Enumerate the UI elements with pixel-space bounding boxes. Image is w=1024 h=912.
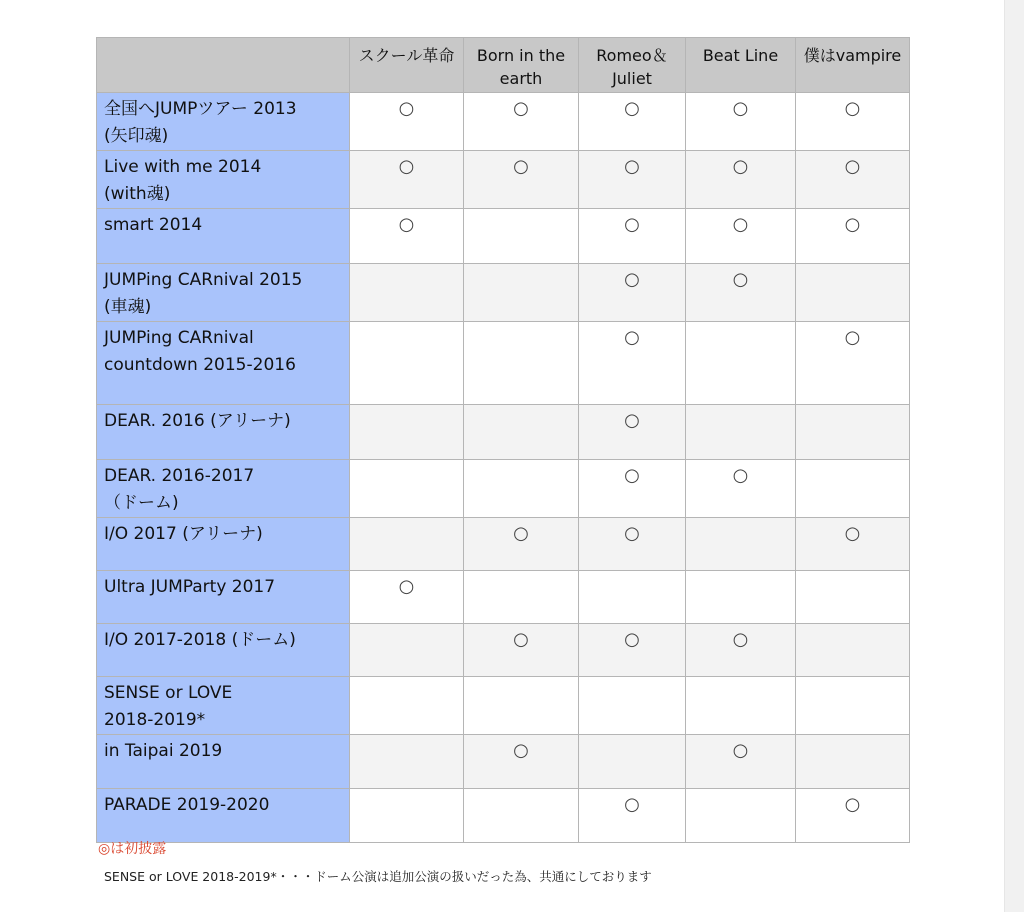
mark-cell (796, 571, 910, 624)
tour-name-cell (97, 624, 350, 677)
mark-cell (579, 735, 686, 789)
circle-mark-icon: ○ (844, 98, 861, 119)
footnote: SENSE or LOVE 2018-2019*・・・ドーム公演は追加公演の扱いだった為、共通にしております (104, 869, 652, 884)
circle-mark-icon: ○ (624, 156, 640, 177)
mark-cell (350, 151, 464, 209)
mark-cell (350, 405, 464, 460)
mark-cell (796, 209, 910, 264)
mark-cell (796, 322, 910, 405)
mark-cell (686, 93, 796, 151)
mark-cell (686, 518, 796, 571)
circle-mark-icon: ○ (844, 523, 861, 544)
circle-mark-icon: ○ (732, 156, 749, 177)
mark-cell (579, 93, 686, 151)
mark-cell (464, 151, 579, 209)
circle-mark-icon: ○ (624, 629, 640, 650)
table-row (97, 93, 910, 151)
mark-cell (796, 789, 910, 843)
mark-cell (464, 735, 579, 789)
table-body (97, 93, 910, 843)
mark-cell (579, 624, 686, 677)
mark-cell (686, 209, 796, 264)
column-header-text: earth (499, 69, 543, 88)
circle-mark-icon: ○ (513, 156, 529, 177)
table-row (97, 571, 910, 624)
mark-cell (579, 322, 686, 405)
mark-cell (796, 460, 910, 518)
tour-name-cell (97, 460, 350, 518)
mark-cell (796, 93, 910, 151)
mark-cell (686, 264, 796, 322)
circle-mark-icon: ○ (398, 156, 415, 177)
mark-cell (579, 151, 686, 209)
mark-cell (686, 322, 796, 405)
tour-name-cell (97, 405, 350, 460)
tour-name-text: smart 2014 (104, 215, 203, 235)
circle-mark-icon: ○ (398, 214, 415, 235)
tour-name-text: (矢印魂) (104, 126, 169, 146)
circle-mark-icon: ○ (732, 98, 749, 119)
mark-cell (579, 264, 686, 322)
mark-cell (579, 677, 686, 735)
mark-cell (686, 151, 796, 209)
mark-cell (579, 405, 686, 460)
circle-mark-icon: ○ (732, 465, 749, 486)
tour-name-text: in Taipai 2019 (104, 741, 223, 761)
circle-mark-icon: ○ (398, 576, 415, 597)
circle-mark-icon: ○ (844, 327, 861, 348)
tour-name-text: DEAR. 2016-2017 (104, 466, 255, 486)
mark-cell (796, 405, 910, 460)
tour-name-text: (with魂) (104, 184, 171, 204)
tour-name-cell (97, 209, 350, 264)
mark-cell (464, 518, 579, 571)
mark-cell (796, 677, 910, 735)
mark-cell (350, 518, 464, 571)
table-row (97, 677, 910, 735)
mark-cell (579, 209, 686, 264)
mark-cell (796, 624, 910, 677)
tour-name-text: （ドーム) (104, 493, 179, 513)
mark-cell (350, 677, 464, 735)
tour-name-cell (97, 571, 350, 624)
mark-cell (350, 571, 464, 624)
tour-name-text: SENSE or LOVE (104, 683, 233, 703)
tour-name-text: I/O 2017 (アリーナ) (104, 524, 263, 544)
mark-cell (464, 677, 579, 735)
circle-mark-icon: ○ (513, 629, 529, 650)
column-header-text: Juliet (612, 69, 652, 88)
mark-cell (686, 571, 796, 624)
tour-name-text: JUMPing CARnival (104, 328, 254, 348)
tour-name-cell (97, 677, 350, 735)
circle-mark-icon: ○ (513, 740, 529, 761)
table-row (97, 405, 910, 460)
tour-name-cell (97, 735, 350, 789)
tour-name-text: Ultra JUMParty 2017 (104, 577, 276, 597)
mark-cell (464, 571, 579, 624)
table-row (97, 322, 910, 405)
circle-mark-icon: ○ (844, 794, 861, 815)
column-header-text: 僕はvampire (803, 46, 902, 65)
mark-cell (350, 322, 464, 405)
circle-mark-icon: ○ (624, 327, 640, 348)
tour-name-text: Live with me 2014 (104, 157, 262, 177)
mark-cell (796, 151, 910, 209)
circle-mark-icon: ○ (732, 214, 749, 235)
column-header-4 (686, 38, 796, 93)
circle-mark-icon: ○ (624, 98, 640, 119)
circle-mark-icon: ○ (624, 465, 640, 486)
circle-mark-icon: ○ (624, 410, 640, 431)
circle-mark-icon: ○ (624, 523, 640, 544)
column-header-1 (350, 38, 464, 93)
setlist-table (96, 37, 910, 843)
mark-cell (686, 405, 796, 460)
tour-name-text: DEAR. 2016 (アリーナ) (104, 411, 291, 431)
tour-name-text: (車魂) (104, 297, 152, 317)
legend-note: ◎は初披露 (98, 841, 167, 857)
table-row (97, 518, 910, 571)
mark-cell (686, 789, 796, 843)
table-row (97, 789, 910, 843)
tour-name-text: 全国へJUMPツアー 2013 (104, 99, 297, 119)
mark-cell (350, 624, 464, 677)
mark-cell (579, 460, 686, 518)
column-header-2 (464, 38, 579, 93)
header-row (97, 38, 910, 93)
mark-cell (686, 677, 796, 735)
page-side-bar (1004, 0, 1024, 912)
mark-cell (579, 789, 686, 843)
mark-cell (579, 518, 686, 571)
tour-name-text: JUMPing CARnival 2015 (104, 270, 303, 290)
column-header-5 (796, 38, 910, 93)
tour-name-text: 2018-2019* (104, 710, 206, 730)
mark-cell (350, 460, 464, 518)
tour-name-cell (97, 264, 350, 322)
circle-mark-icon: ○ (513, 98, 529, 119)
circle-mark-icon: ○ (732, 269, 749, 290)
table-row (97, 264, 910, 322)
table-row (97, 624, 910, 677)
tour-name-cell (97, 151, 350, 209)
mark-cell (464, 93, 579, 151)
tour-name-text: PARADE 2019-2020 (104, 795, 270, 815)
column-header-text: スクール革命 (358, 46, 455, 65)
mark-cell (796, 735, 910, 789)
mark-cell (464, 405, 579, 460)
tour-name-cell (97, 93, 350, 151)
tour-name-cell (97, 322, 350, 405)
mark-cell (350, 93, 464, 151)
mark-cell (464, 264, 579, 322)
circle-mark-icon: ○ (844, 214, 861, 235)
mark-cell (464, 322, 579, 405)
mark-cell (350, 789, 464, 843)
circle-mark-icon: ○ (844, 156, 861, 177)
tour-name-cell (97, 518, 350, 571)
mark-cell (686, 624, 796, 677)
tour-name-text: countdown 2015-2016 (104, 355, 296, 375)
mark-cell (579, 571, 686, 624)
circle-mark-icon: ○ (513, 523, 529, 544)
column-header-3 (579, 38, 686, 93)
circle-mark-icon: ○ (624, 214, 640, 235)
column-header-text: Born in the (476, 46, 566, 65)
mark-cell (350, 735, 464, 789)
mark-cell (796, 264, 910, 322)
table-row (97, 151, 910, 209)
mark-cell (464, 460, 579, 518)
circle-mark-icon: ○ (624, 794, 640, 815)
mark-cell (686, 735, 796, 789)
mark-cell (464, 624, 579, 677)
tour-name-cell (97, 789, 350, 843)
mark-cell (686, 460, 796, 518)
tour-name-text: I/O 2017-2018 (ドーム) (104, 630, 296, 650)
mark-cell (464, 789, 579, 843)
table-row (97, 460, 910, 518)
table-row (97, 209, 910, 264)
mark-cell (350, 209, 464, 264)
column-header-text: Romeo＆ (596, 46, 668, 65)
circle-mark-icon: ○ (398, 98, 415, 119)
table-row (97, 735, 910, 789)
mark-cell (350, 264, 464, 322)
circle-mark-icon: ○ (732, 740, 749, 761)
circle-mark-icon: ○ (732, 629, 749, 650)
mark-cell (796, 518, 910, 571)
column-header-text: Beat Line (702, 46, 779, 65)
header-corner-cell (97, 38, 350, 93)
mark-cell (464, 209, 579, 264)
circle-mark-icon: ○ (624, 269, 640, 290)
